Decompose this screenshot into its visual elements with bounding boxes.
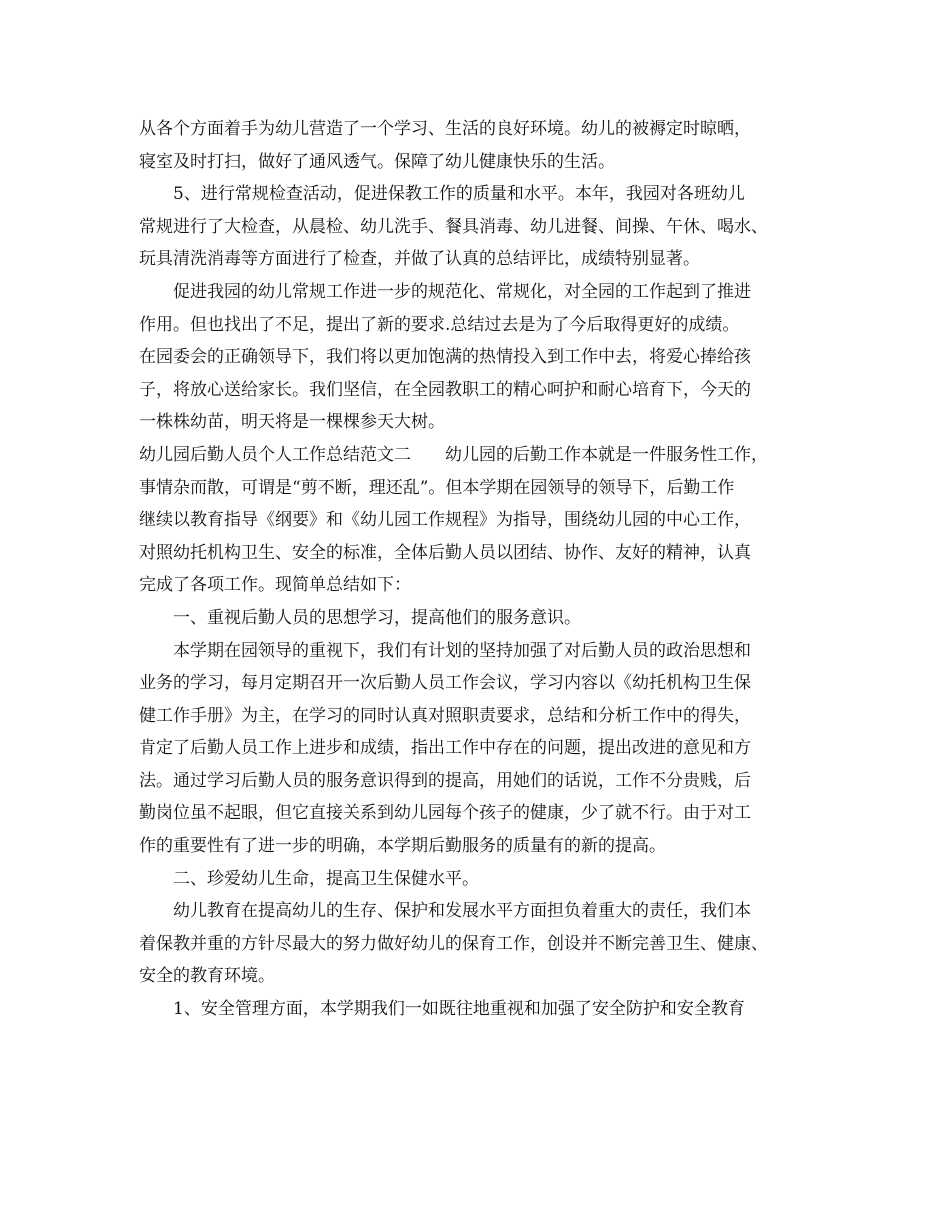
text-line: 作的重要性有了进一步的明确，本学期后勤服务的质量有的新的提高。 [139,836,666,857]
text-line: 对照幼托机构卫生、安全的标准，全体后勤人员以团结、协作、友好的精神，认真 [139,542,751,563]
text-line: 5、进行常规检查活动，促进保教工作的质量和水平。本年，我园对各班幼儿 [173,184,745,205]
text-line: 勤岗位虽不起眼，但它直接关系到幼儿园每个孩子的健康，少了就不行。由于对工 [139,803,751,824]
text-line: 业务的学习，每月定期召开一次后勤人员工作会议，学习内容以《幼托机构卫生保 [139,673,751,694]
text-line: 继续以教育指导《纲要》和《幼儿园工作规程》为指导，围绕幼儿园的中心工作， [139,510,751,531]
text-line: 作用。但也找出了不足，提出了新的要求.总结过去是为了今后取得更好的成绩。 [139,314,740,335]
text-line: 常规进行了大检查，从晨检、幼儿洗手、餐具消毒、幼儿进餐、间操、午休、喝水、 [139,216,768,237]
subheading-line: 二、珍爱幼儿生命，提高卫生保健水平。 [173,868,479,889]
text-line: 着保教并重的方针尽最大的努力做好幼儿的保育工作，创设并不断完善卫生、健康、 [139,933,768,954]
section-heading-line [139,439,829,472]
text-line: 促进我园的幼儿常规工作进一步的规范化、常规化，对全园的工作起到了推进 [173,281,751,302]
subheading-line: 一、重视后勤人员的思想学习，提高他们的服务意识。 [173,607,581,628]
text-line: 事情杂而散，可谓是“剪不断，理还乱”。但本学期在园领导的领导下，后勤工作 [139,477,735,498]
text-line: 1、安全管理方面，本学期我们一如既往地重视和加强了安全防护和安全教育 [173,999,745,1020]
text-line: 从各个方面着手为幼儿营造了一个学习、生活的良好环境。幼儿的被褥定时晾晒， [139,119,751,139]
text-line: 肯定了后勤人员工作上进步和成绩，指出工作中存在的问题，提出改进的意见和方 [139,738,751,759]
text-line: 完成了各项工作。现简单总结如下： [139,575,411,596]
text-line: 本学期在园领导的重视下，我们有计划的坚持加强了对后勤人员的政治思想和 [173,640,751,661]
text-line: 在园委会的正确领导下，我们将以更加饱满的热情投入到工作中去，将爱心捧给孩 [139,347,751,368]
text-line: 子，将放心送给家长。我们坚信，在全园教职工的精心呵护和耐心培育下，今天的 [139,379,751,400]
text-line: 寝室及时打扫，做好了通风透气。保障了幼儿健康快乐的生活。 [139,151,615,172]
text-line: 健工作手册》为主，在学习的同时认真对照职责要求，总结和分析工作中的得失， [139,705,751,726]
text-line: 玩具清洗消毒等方面进行了检查，并做了认真的总结评比，成绩特别显著。 [139,249,700,270]
text-line: 一株株幼苗，明天将是一棵棵参天大树。 [139,412,445,433]
text-line: 法。通过学习后勤人员的服务意识得到的提高，用她们的话说，工作不分贵贱，后 [139,770,751,791]
text-line: 安全的教育环境。 [139,966,275,987]
section-heading: 幼儿园后勤人员个人工作总结范文二 [139,444,411,465]
text-segment: 幼儿园的后勤工作本就是一件服务性工作， [445,444,768,465]
document-body [139,113,829,1026]
text-line: 幼儿教育在提高幼儿的生存、保护和发展水平方面担负着重大的责任，我们本 [173,901,751,922]
